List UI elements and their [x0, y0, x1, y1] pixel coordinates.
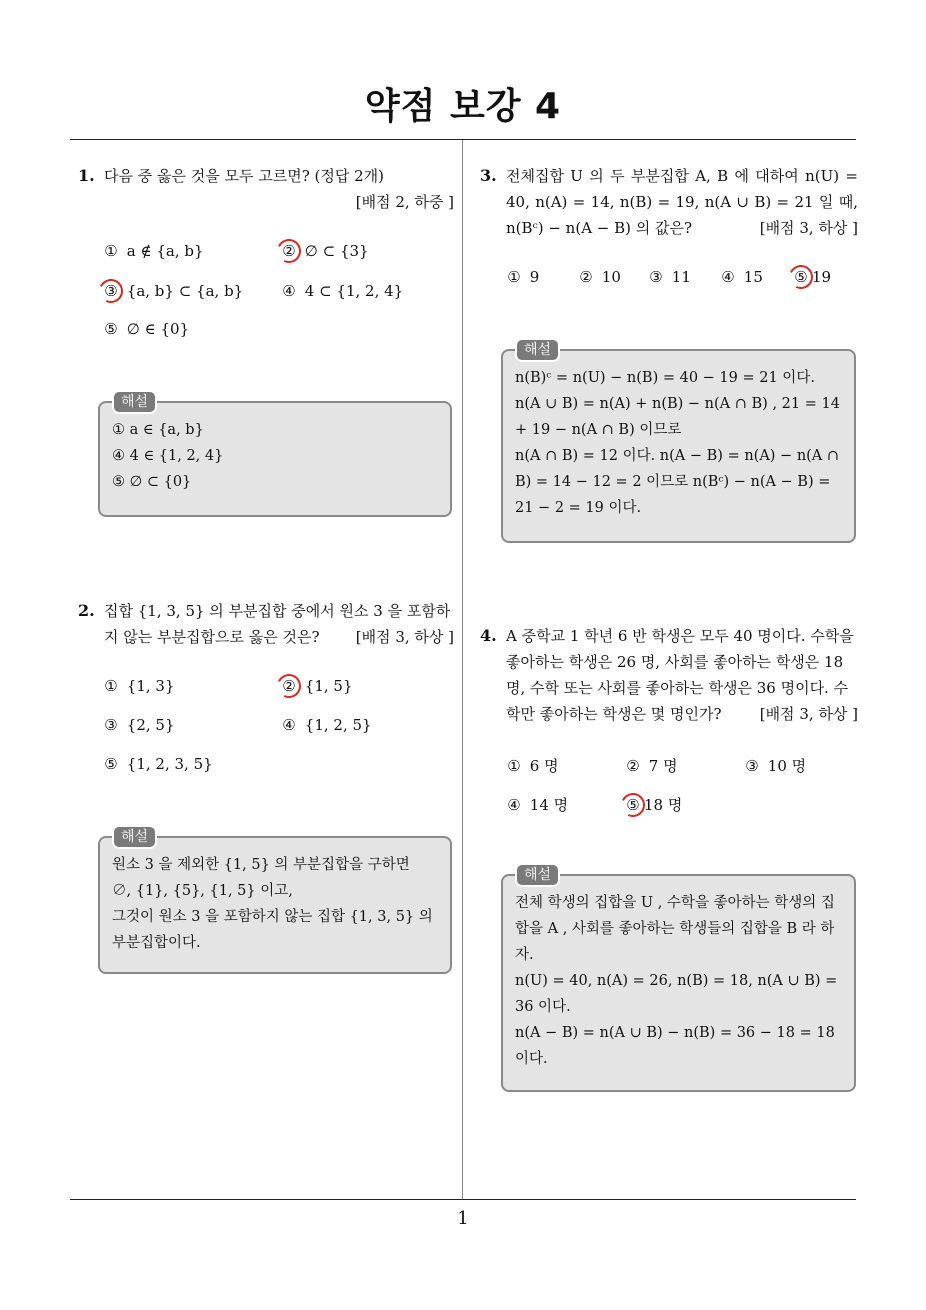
selected-mark-icon: ⑤ [622, 796, 644, 814]
solution-box-3 [501, 342, 856, 543]
top-rule [70, 139, 856, 140]
choice-3[interactable]: ③ 11 [649, 268, 691, 286]
question-text: 전체집합 U 의 두 부분집합 A, B 에 대하여 n(U) = 40, n(A) = 14, n(B) = 19, n(A ∪ B) = 21 일 때, n(Bᶜ) − n(A − B) 의 값은? [506, 167, 858, 237]
selected-mark-icon: ② [278, 677, 300, 695]
solution-line: ⑤ ∅ ⊂ {0} [112, 474, 192, 490]
solution-line: 전체 학생의 집합을 U , 수학을 좋아하는 학생의 집합을 A , 사회를 좋아하는 학생들의 집합을 B 라 하자. [515, 895, 835, 963]
choice-5[interactable]: ⑤ {1, 2, 3, 5} [104, 755, 213, 773]
question-score: [배점 3, 하상 ] [759, 705, 858, 723]
choice-1[interactable]: ① {1, 3} [104, 677, 175, 695]
choice-4[interactable]: ④ 4 ⊂ {1, 2, 4} [282, 282, 404, 300]
choice-3-selected[interactable]: ③ {a, b} ⊂ {a, b} [100, 282, 243, 300]
choice-1[interactable]: ① 9 [507, 268, 540, 286]
solution-line: n(A ∪ B) = n(A) + n(B) − n(A ∩ B) , 21 = 14 + 19 − n(A ∩ B) 이므로 [515, 396, 840, 438]
page-title: 약점 보강 4 [364, 86, 562, 127]
solution-tag: 해설 [515, 863, 560, 887]
choice-3[interactable]: ③ {2, 5} [104, 716, 175, 734]
choice-4[interactable]: ④ 14 명 [507, 796, 569, 814]
solution-box-2 [98, 829, 452, 974]
solution-tag: 해설 [515, 338, 560, 362]
solution-line: n(A ∩ B) = 12 이다. n(A − B) = n(A) − n(A ∩ B) = 14 − 12 = 2 이므로 n(Bᶜ) − n(A − B) = 21 − 2 = 19 이다. [515, 448, 840, 516]
solution-tag: 해설 [112, 825, 157, 849]
choice-1[interactable]: ① 6 명 [507, 757, 559, 775]
question-number: 3. [480, 166, 497, 185]
selected-mark-icon: ③ [100, 282, 122, 300]
question-score: [배점 3, 하상 ] [355, 628, 454, 646]
solution-line: ④ 4 ∈ {1, 2, 4} [112, 448, 224, 464]
question-score: [배점 2, 하중 ] [355, 193, 454, 211]
selected-mark-icon: ⑤ [790, 268, 812, 286]
question-number: 4. [480, 626, 497, 645]
solution-line: n(U) = 40, n(A) = 26, n(B) = 18, n(A ∪ B) = 36 이다. [515, 973, 838, 1015]
question-2 [78, 598, 454, 650]
choice-4[interactable]: ④ {1, 2, 5} [282, 716, 372, 734]
solution-line: 그것이 원소 3 을 포함하지 않는 집합 {1, 3, 5} 의 부분집합이다. [112, 909, 433, 951]
solution-box-4 [501, 867, 856, 1092]
solution-line: ∅, {1}, {5}, {1, 5} 이고, [112, 883, 293, 899]
choice-2-selected[interactable]: ② ∅ ⊂ {3} [278, 242, 369, 260]
solution-line: n(B)ᶜ = n(U) − n(B) = 40 − 19 = 21 이다. [515, 370, 815, 386]
choice-4[interactable]: ④ 15 [721, 268, 763, 286]
solution-line: n(A − B) = n(A ∪ B) − n(B) = 36 − 18 = 18 이다. [515, 1025, 835, 1067]
question-number: 1. [78, 166, 95, 185]
column-divider [462, 140, 463, 1200]
question-1 [78, 163, 454, 215]
choice-2[interactable]: ② 7 명 [626, 757, 678, 775]
solution-line: 원소 3 을 제외한 {1, 5} 의 부분집합을 구하면 [112, 857, 410, 873]
choice-1[interactable]: ① a ∉ {a, b} [104, 242, 204, 260]
choice-5-selected[interactable]: ⑤ 19 [790, 268, 831, 286]
choice-2[interactable]: ② 10 [579, 268, 621, 286]
question-text: 다음 중 옳은 것을 모두 고르면? (정답 2개) [104, 167, 385, 185]
choice-5[interactable]: ⑤ ∅ ∈ {0} [104, 320, 190, 338]
page-number: 1 [457, 1208, 469, 1229]
question-text: A 중학교 1 학년 6 반 학생은 모두 40 명이다. 수학을 좋아하는 학생은 26 명, 사회를 좋아하는 학생은 18 명, 수학 또는 사회를 좋아하는 학생은 36 명이다. 수학만 좋아하는 학생은 몇 명인가? [506, 627, 854, 723]
choice-5-selected[interactable]: ⑤ 18 명 [622, 794, 682, 815]
question-score: [배점 3, 하상 ] [759, 219, 858, 237]
choice-3[interactable]: ③ 10 명 [745, 757, 807, 775]
solution-line: ① a ∈ {a, b} [112, 422, 204, 438]
choice-2-selected[interactable]: ② {1, 5} [278, 677, 353, 695]
bottom-rule [70, 1199, 856, 1200]
solution-box-1 [98, 394, 452, 517]
question-text: 집합 {1, 3, 5} 의 부분집합 중에서 원소 3 을 포함하지 않는 부분집합으로 옳은 것은? [104, 602, 451, 646]
question-3 [480, 163, 858, 241]
question-number: 2. [78, 601, 95, 620]
question-4 [480, 623, 858, 727]
selected-mark-icon: ② [278, 242, 300, 260]
solution-tag: 해설 [112, 390, 157, 414]
